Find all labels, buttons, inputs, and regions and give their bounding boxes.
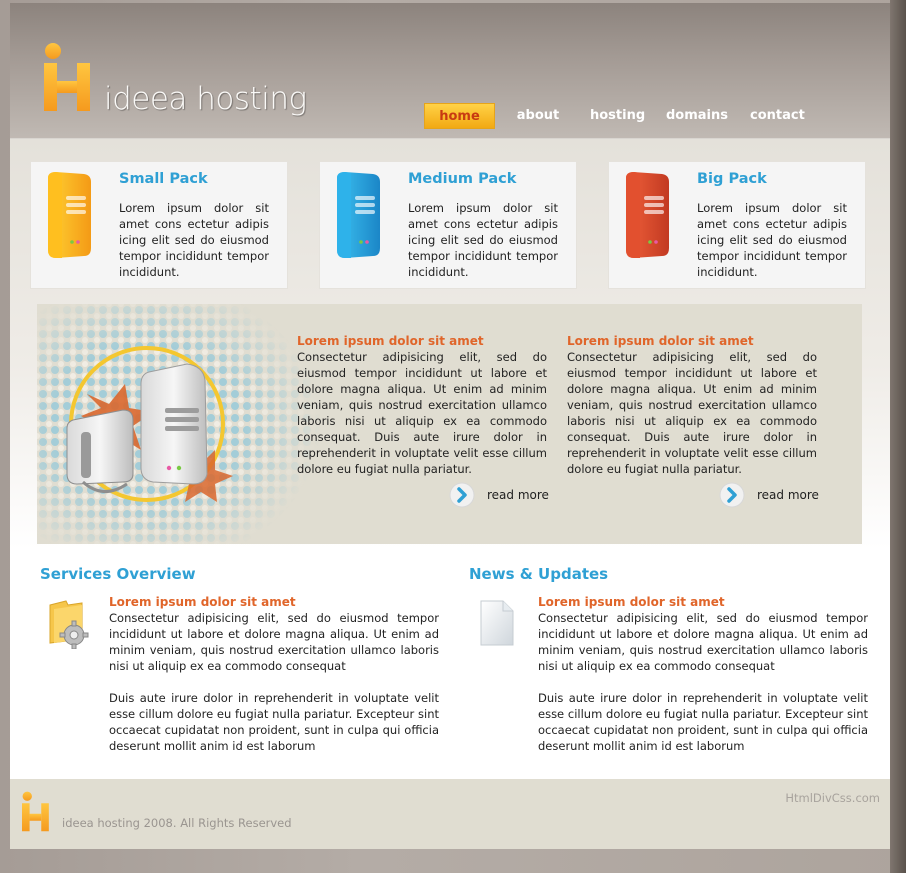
news-updates-section xyxy=(469,565,869,753)
pack-title[interactable]: Small Pack xyxy=(119,171,208,187)
section-paragraph: Duis aute irure dolor in reprehenderit in voluptate velit esse cillum dolore eu fugiat nulla pariatur. Excepteur sint occaecat cupidatat non proident, sunt in culpa qui officia deserunt mollit anim id est laborum xyxy=(538,691,868,753)
section-body xyxy=(538,595,868,770)
nav-home[interactable]: home xyxy=(424,103,495,129)
nav-domains[interactable]: domains xyxy=(666,108,729,123)
promo-heading: Lorem ipsum dolor sit amet xyxy=(297,334,484,348)
site-footer xyxy=(10,779,890,849)
pack-description: Lorem ipsum dolor sit amet cons ectetur adipis icing elit sed do eiusmod tempor incididunt tempor incididunt. xyxy=(697,201,847,279)
nav-contact[interactable]: contact xyxy=(750,108,805,123)
promo-heading: Lorem ipsum dolor sit amet xyxy=(567,334,754,348)
nav-hosting[interactable]: hosting xyxy=(590,108,646,123)
read-more-link[interactable] xyxy=(719,482,829,510)
promo-text: Consectetur adipisicing elit, sed do eiusmod tempor incididunt ut labore et dolore magna aliqua. Ut enim ad minim veniam, quis nostrud exercitation ullamco laboris nisi ut aliquip ex ea commodo consequat. Duis aute irure dolor in reprehenderit in voluptate velit esse cillum dolore eu fugiat nulla pariatur. xyxy=(567,350,817,476)
section-heading: Lorem ipsum dolor sit amet xyxy=(538,595,725,609)
server-icon xyxy=(622,170,670,260)
promo-column-1 xyxy=(297,334,547,477)
footer-logo-icon[interactable] xyxy=(22,791,50,833)
arrow-right-icon xyxy=(719,482,745,508)
page-edge-shade xyxy=(890,0,906,873)
section-paragraph: Consectetur adipisicing elit, sed do eiusmod tempor incididunt ut labore et dolore magna aliqua. Ut enim ad minim veniam, quis nostrud exercitation ullamco laboris nisi ut aliquip ex ea commodo consequat xyxy=(538,611,868,673)
credit-link[interactable]: HtmlDivCss.com xyxy=(785,791,880,805)
services-overview-section xyxy=(40,565,440,753)
server-icon xyxy=(333,170,381,260)
document-icon xyxy=(473,599,521,649)
section-body xyxy=(109,595,439,770)
read-more-link[interactable] xyxy=(449,482,559,510)
server-icon xyxy=(44,170,92,260)
logo-icon[interactable] xyxy=(44,43,92,113)
site-header xyxy=(10,3,890,139)
pack-description: Lorem ipsum dolor sit amet cons ectetur adipis icing elit sed do eiusmod tempor incididunt tempor incididunt. xyxy=(408,201,558,279)
site-name: ideea hosting xyxy=(104,81,307,117)
promo-band xyxy=(37,304,862,544)
pack-small[interactable] xyxy=(30,161,288,289)
nav-about[interactable]: about xyxy=(516,108,560,123)
pack-medium[interactable] xyxy=(319,161,577,289)
section-title: Services Overview xyxy=(40,565,196,583)
promo-column-2 xyxy=(567,334,817,477)
read-more-label[interactable]: read more xyxy=(757,488,819,502)
pack-title[interactable]: Medium Pack xyxy=(408,171,517,187)
folder-gear-icon xyxy=(44,599,92,649)
arrow-right-icon xyxy=(449,482,475,508)
pack-title[interactable]: Big Pack xyxy=(697,171,767,187)
pack-description: Lorem ipsum dolor sit amet cons ectetur adipis icing elit sed do eiusmod tempor incididunt tempor incididunt. xyxy=(119,201,269,279)
section-paragraph: Consectetur adipisicing elit, sed do eiusmod tempor incididunt ut labore et dolore magna aliqua. Ut enim ad minim veniam, quis nostrud exercitation ullamco laboris nisi ut aliquip ex ea commodo consequat xyxy=(109,611,439,673)
server-illustration-icon xyxy=(37,304,327,544)
promo-text: Consectetur adipisicing elit, sed do eiusmod tempor incididunt ut labore et dolore magna aliqua. Ut enim ad minim veniam, quis nostrud exercitation ullamco laboris nisi ut aliquip ex ea commodo consequat. Duis aute irure dolor in reprehenderit in voluptate velit esse cillum dolore eu fugiat nulla pariatur. xyxy=(297,350,547,476)
section-paragraph: Duis aute irure dolor in reprehenderit in voluptate velit esse cillum dolore eu fugiat nulla pariatur. Excepteur sint occaecat cupidatat non proident, sunt in culpa qui officia deserunt mollit anim id est laborum xyxy=(109,691,439,753)
read-more-label[interactable]: read more xyxy=(487,488,549,502)
section-title: News & Updates xyxy=(469,565,609,583)
copyright-text: ideea hosting 2008. All Rights Reserved xyxy=(62,816,292,830)
pack-big[interactable] xyxy=(608,161,866,289)
page xyxy=(10,3,890,849)
section-heading: Lorem ipsum dolor sit amet xyxy=(109,595,296,609)
